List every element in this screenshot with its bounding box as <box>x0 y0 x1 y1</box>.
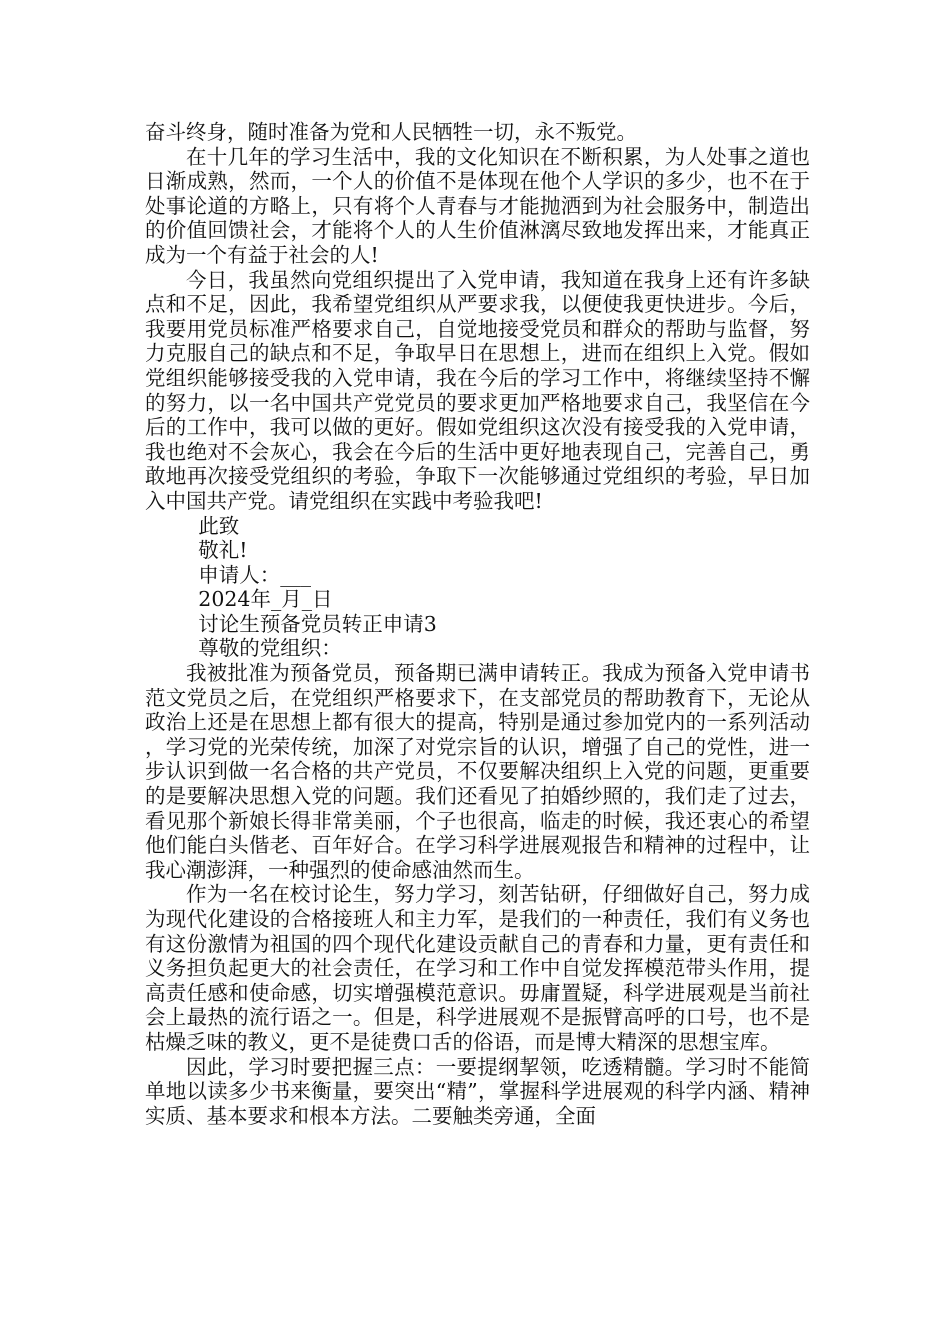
closing-salutation: 此致 <box>198 513 240 538</box>
date-line: 2024年_月_日 <box>198 587 333 612</box>
paragraph-probation: 我被批准为预备党员，预备期已满申请转正。我成为预备入党申请书范文党员之后，在党组织严格要求下，在支部党员的帮助教育下，无论从政治上还是在思想上都有很大的提高，特别是通过参加党内的一系列活动，学习党的光荣传统，加深了对党宗旨的认识，增强了自己的党性，进一步认识到做一名合格的共产党员，不仅要解决组织上入党的问题，更重要的是要解决思想入党的问题。我们还看见了拍婚纱照的，我们走了过去，看见那个新娘长得非常美丽，个子也很高，临走的时候，我还衷心的希望他们能白头偕老、百年好合。在学习科学进展观报告和精神的过程中，让我心潮澎湃，一种强烈的使命感油然而生。 <box>145 661 810 882</box>
paragraph-study-life: 在十几年的学习生活中，我的文化知识在不断积累，为人处事之道也日渐成熟，然而，一个人的价值不是体现在他个人学识的多少，也不在于处事论道的方略上，只有将个人青春与才能抛洒到为社会服务中，制造出的价值回馈社会，才能将个人的人生价值淋漓尽致地发挥出来，才能真正成为一个有益于社会的人! <box>145 144 810 267</box>
closing-respect: 敬礼! <box>198 538 248 563</box>
document-body <box>145 120 810 1128</box>
section-title: 讨论生预备党员转正申请3 <box>198 611 437 636</box>
applicant-signature-line: 申请人：___ <box>198 562 312 587</box>
greeting-line: 尊敬的党组织： <box>198 636 342 661</box>
paragraph-continuation: 奋斗终身，随时准备为党和人民牺牲一切，永不叛党。 <box>145 120 637 144</box>
paragraph-responsibility: 作为一名在校讨论生，努力学习，刻苦钻研，仔细做好自己，努力成为现代化建设的合格接班人和主力军，是我们的一种责任，我们有义务也有这份激情为祖国的四个现代化建设贡献自己的青春和力量，更有责任和义务担负起更大的社会责任，在学习和工作中自觉发挥模范带头作用，提高责任感和使命感，切实增强模范意识。毋庸置疑，科学进展观是当前社会上最热的流行语之一。但是，科学进展观不是振臂高呼的口号，也不是枯燥乏味的教义，更不是徒费口舌的俗语，而是博大精深的思想宝库。 <box>145 882 810 1054</box>
paragraph-application: 今日，我虽然向党组织提出了入党申请，我知道在我身上还有许多缺点和不足，因此，我希望党组织从严要求我，以便使我更快进步。今后，我要用党员标准严格要求自己，自觉地接受党员和群众的帮助与监督，努力克服自己的缺点和不足，争取早日在思想上，进而在组织上入党。假如党组织能够接受我的入党申请，我在今后的学习工作中，将继续坚持不懈的努力，以一名中国共产党党员的要求更加严格地要求自己，我坚信在今后的工作中，我可以做的更好。假如党组织这次没有接受我的入党申请，我也绝对不会灰心，我会在今后的生活中更好地表现自己，完善自己，勇敢地再次接受党组织的考验，争取下一次能够通过党组织的考验，早日加入中国共产党。请党组织在实践中考验我吧! <box>145 267 810 513</box>
paragraph-study-points: 因此，学习时要把握三点：一要提纲挈领，吃透精髓。学习时不能简单地以读多少书来衡量，要突出“精”，掌握科学进展观的科学内涵、精神实质、基本要求和根本方法。二要触类旁通，全面 <box>145 1054 810 1128</box>
